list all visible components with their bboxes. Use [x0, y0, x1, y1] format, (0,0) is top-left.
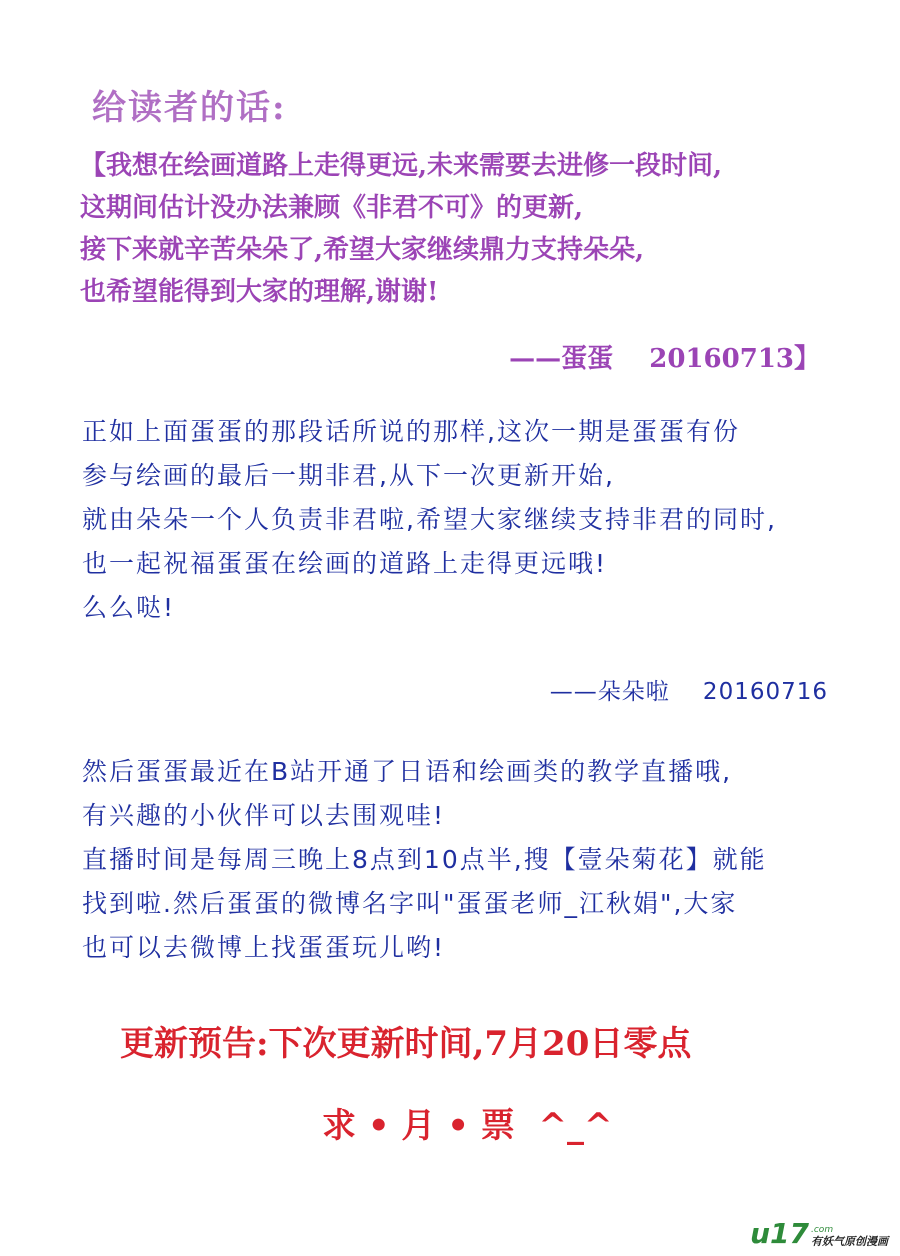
- egg-message: [80, 145, 880, 313]
- live-message-line: 直播时间是每周三晚上8点到10点半,搜【壹朵菊花】就能: [82, 845, 767, 874]
- live-message-line: 然后蛋蛋最近在B站开通了日语和绘画类的教学直播哦,: [82, 757, 733, 786]
- live-message-line: 找到啦.然后蛋蛋的微博名字叫"蛋蛋老师_江秋娟",大家: [82, 889, 738, 918]
- logo-side: [811, 1225, 888, 1248]
- duoduo-message-line: 参与绘画的最后一期非君,从下一次更新开始,: [82, 461, 615, 490]
- egg-message-line: 接下来就辛苦朵朵了,希望大家继续鼎力支持朵朵,: [80, 235, 645, 265]
- duoduo-signature: ——朵朵啦 20160716: [549, 679, 828, 705]
- duoduo-message-line: 也一起祝福蛋蛋在绘画的道路上走得更远哦!: [82, 549, 608, 578]
- duoduo-message-line: 么么哒!: [82, 593, 176, 622]
- live-message-line: 有兴趣的小伙伴可以去围观哇!: [82, 801, 446, 830]
- egg-signature: ——蛋蛋 20160713】: [509, 344, 820, 374]
- logo-slogan: 有妖气原创漫画: [811, 1235, 888, 1248]
- duoduo-message-line: 正如上面蛋蛋的那段话所说的那样,这次一期是蛋蛋有份: [82, 417, 740, 446]
- vote-request: 求 • 月 • 票 ^_^: [322, 1106, 613, 1146]
- heading: 给读者的话:: [92, 88, 287, 128]
- update-notice: 更新预告:下次更新时间,7月20日零点: [120, 1024, 692, 1064]
- egg-message-line: 这期间估计没办法兼顾《非君不可》的更新,: [80, 193, 584, 223]
- logo-brand: u17: [750, 1217, 809, 1250]
- duoduo-message: [82, 410, 892, 630]
- u17-logo: [750, 1218, 888, 1248]
- duoduo-message-line: 就由朵朵一个人负责非君啦,希望大家继续支持非君的同时,: [82, 505, 777, 534]
- egg-message-line: 【我想在绘画道路上走得更远,未来需要去进修一段时间,: [80, 151, 723, 181]
- live-message: [82, 750, 892, 970]
- logo-domain: .com: [811, 1225, 834, 1235]
- live-message-line: 也可以去微博上找蛋蛋玩儿哟!: [82, 933, 446, 962]
- egg-message-line: 也希望能得到大家的理解,谢谢!: [80, 277, 439, 307]
